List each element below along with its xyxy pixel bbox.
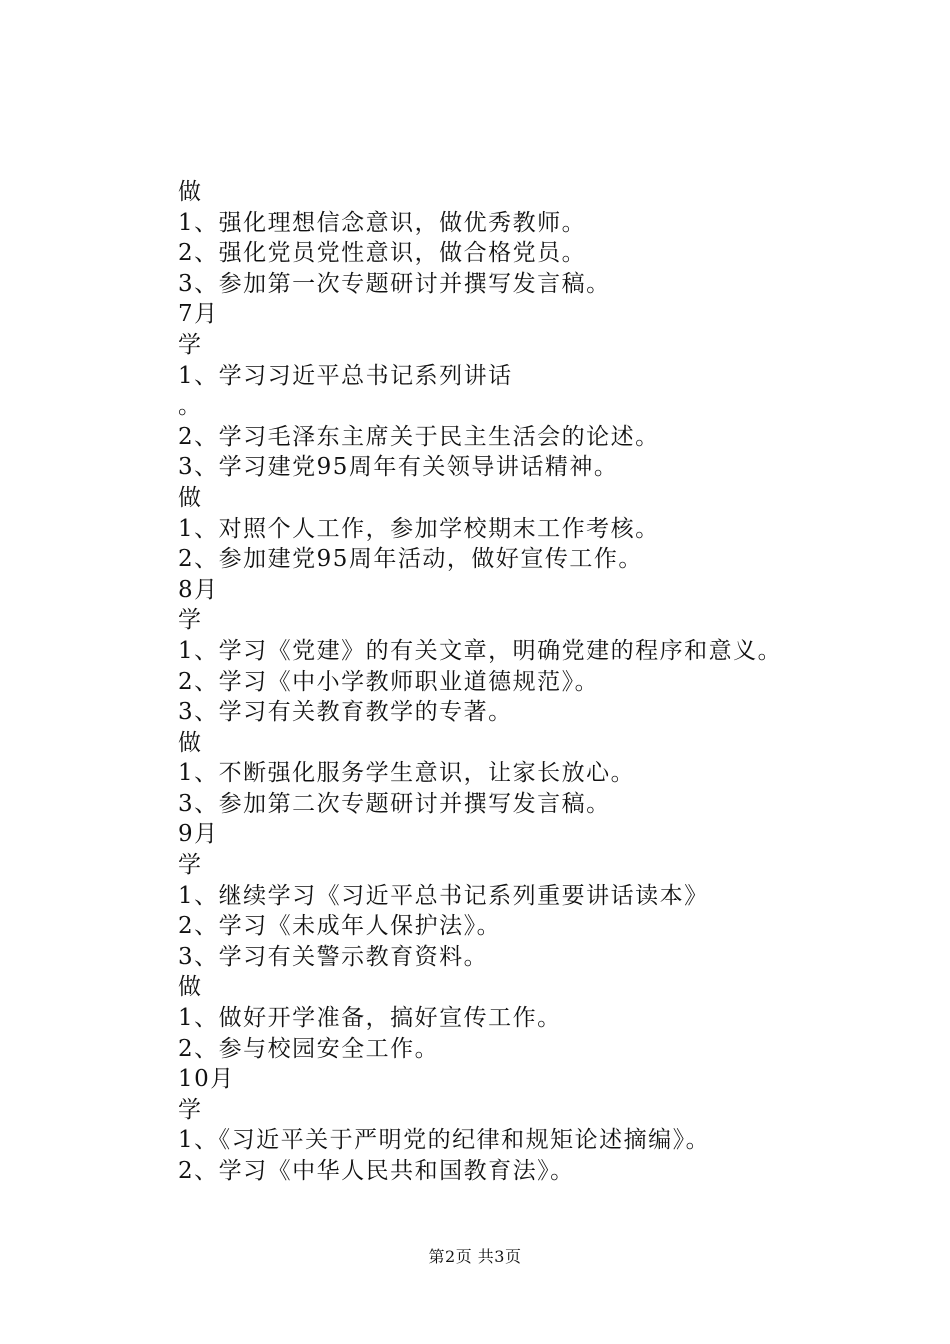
text-line: 2、学习毛泽东主席关于民主生活会的论述。: [178, 423, 660, 450]
text-line: 3、学习有关警示教育资料。: [178, 943, 489, 970]
text-line: 1、不断强化服务学生意识，让家长放心。: [178, 760, 636, 787]
text-line: 2、学习《未成年人保护法》。: [178, 913, 502, 940]
text-line: 3、参加第二次专题研讨并撰写发言稿。: [178, 790, 611, 817]
text-line: 3、学习建党95周年有关领导讲话精神。: [178, 454, 619, 481]
month-heading: 8月: [178, 576, 219, 603]
text-line: 3、学习有关教育教学的专著。: [178, 699, 513, 726]
section-label: 做: [178, 974, 203, 1001]
document-body: [178, 177, 918, 1187]
text-line: 1、学习习近平总书记系列讲话: [178, 362, 513, 389]
text-line: 1、做好开学准备，搞好宣传工作。: [178, 1005, 562, 1032]
text-line: 3、参加第一次专题研讨并撰写发言稿。: [178, 270, 611, 297]
text-line: 1、继续学习《习近平总书记系列重要讲话读本》: [178, 882, 709, 909]
text-line: 2、学习《中小学教师职业道德规范》。: [178, 668, 600, 695]
section-label: 学: [178, 852, 203, 879]
month-heading: 7月: [178, 301, 219, 328]
text-line: 2、强化党员党性意识，做合格党员。: [178, 240, 587, 267]
section-label: 学: [178, 1096, 203, 1123]
section-label: 做: [178, 484, 203, 511]
text-line: 2、学习《中华人民共和国教育法》。: [178, 1158, 575, 1184]
text-line: 。: [178, 393, 203, 420]
month-heading: 9月: [178, 821, 219, 848]
text-line: 1、强化理想信念意识，做优秀教师。: [178, 209, 587, 236]
text-line: 做: [178, 179, 203, 205]
section-label: 做: [178, 729, 203, 756]
text-line: 2、参与校园安全工作。: [178, 1035, 440, 1062]
text-line: 2、参加建党95周年活动，做好宣传工作。: [178, 546, 643, 573]
page-footer: 第2页 共3页: [428, 1247, 522, 1266]
text-line: 1、对照个人工作，参加学校期末工作考核。: [178, 515, 660, 542]
text-line: 1、学习《党建》的有关文章，明确党建的程序和意义。: [178, 637, 783, 664]
section-label: 学: [178, 331, 203, 358]
text-line: 1、《习近平关于严明党的纪律和规矩论述摘编》。: [178, 1127, 711, 1154]
month-heading: 10月: [178, 1066, 235, 1093]
section-label: 学: [178, 607, 203, 634]
